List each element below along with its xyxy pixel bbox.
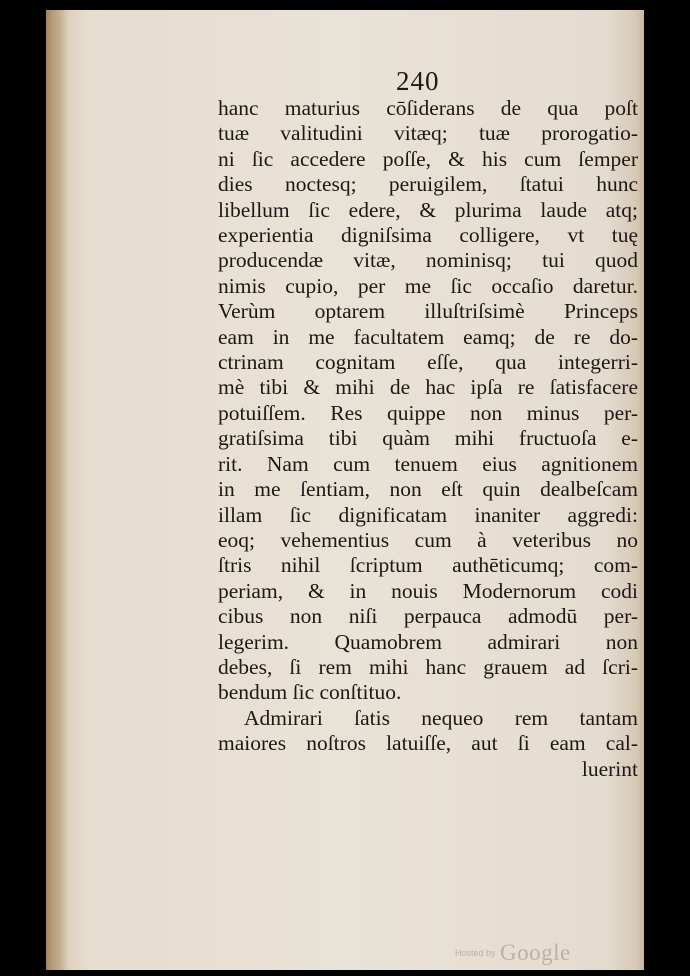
text-line: gratiſsima tibi quàm mihi fructuoſa e- [218, 426, 638, 451]
page-gutter-shadow [46, 10, 68, 970]
catchword: luerint [581, 756, 638, 781]
text-line: nimis cupio, per me ſic occaſio daretur. [218, 273, 638, 298]
page-number: 240 [396, 66, 440, 96]
text-line: debes, ſi rem mihi hanc grauem ad ſcri- [218, 654, 638, 679]
text-line: Verùm optarem illuſtriſsimè Princeps [218, 299, 638, 324]
body-text [218, 96, 644, 782]
text-line: ctrinam cognitam eſſe, qua integerri- [218, 350, 638, 375]
text-line: libellum ſic edere, & plurima laude atq; [218, 197, 638, 222]
text-line: producendæ vitæ, nominisq; tui quod [218, 248, 638, 273]
text-line: cibus non niſi perpauca admodū per- [218, 604, 638, 629]
hosted-by-label: Hosted by [455, 948, 496, 958]
paragraph-start-line: Admirari ſatis nequeo rem tantam [244, 705, 638, 730]
hosted-by-google-watermark [455, 940, 571, 966]
text-line: bendum ſic conſtituo. [218, 680, 402, 705]
text-line: illam ſic dignificatam inaniter aggredi: [218, 502, 638, 527]
text-line: tuæ valitudini vitæq; tuæ prorogatio- [218, 121, 638, 146]
text-line: ni ſic accedere poſſe, & his cum ſemper [218, 146, 638, 171]
book-page [46, 10, 644, 970]
text-line: rit. Nam cum tenuem eius agnitionem [218, 451, 638, 476]
text-line: potuiſſem. Res quippe non minus per- [218, 400, 638, 425]
text-line: dies noctesq; peruigilem, ſtatui hunc [218, 172, 638, 197]
text-line: legerim. Quamobrem admirari non [218, 629, 638, 654]
text-line: maiores noſtros latuiſſe, aut ſi eam cal- [218, 731, 638, 756]
text-line: periam, & in nouis Modernorum codi [218, 578, 638, 603]
text-line: ſtris nihil ſcriptum authēticumq; com- [218, 553, 638, 578]
text-line: hanc maturius cōſiderans de qua poſt [218, 96, 638, 120]
text-line: eoq; vehementius cum à veteribus no [218, 527, 638, 552]
text-line: experientia digniſsima colligere, vt tuę [218, 223, 638, 248]
text-line: mè tibi & mihi de hac ipſa re ſatisfacere [218, 375, 638, 400]
text-line: eam in me facultatem eamq; de re do- [218, 324, 638, 349]
google-logo: Google [499, 940, 571, 965]
text-line: in me ſentiam, non eſt quin dealbeſcam [218, 477, 638, 502]
